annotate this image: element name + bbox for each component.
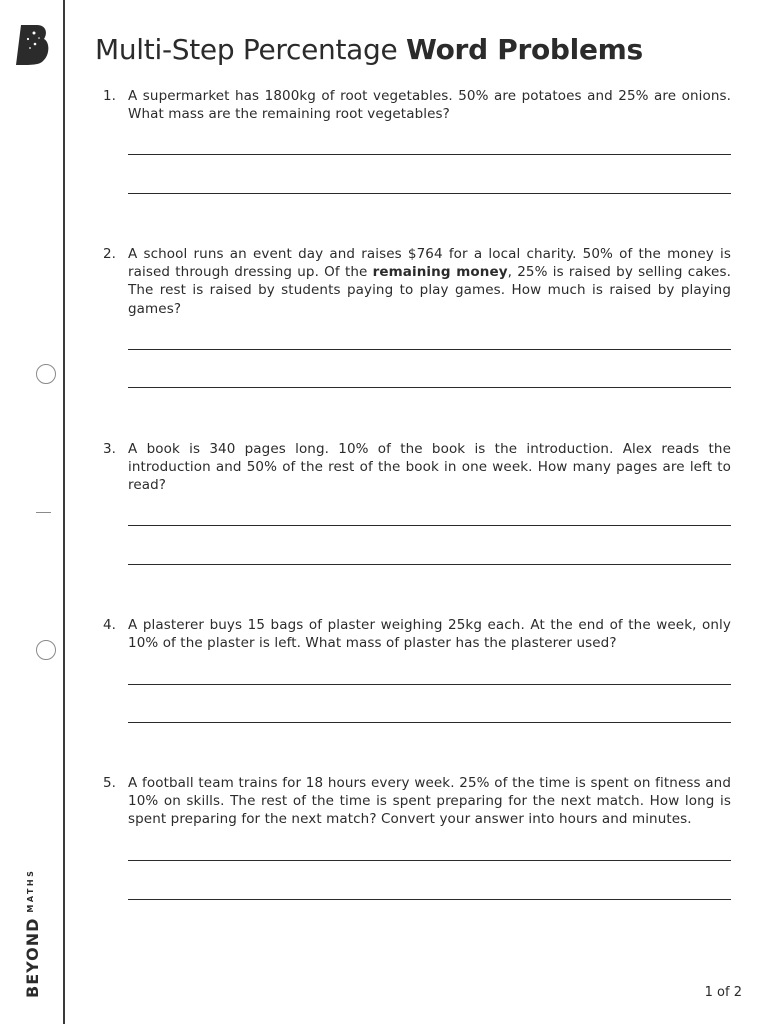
question-4 [103, 616, 731, 652]
question-number: 2. [103, 246, 116, 262]
question-number: 5. [103, 775, 116, 791]
question-text: A plasterer buys 15 bags of plaster weighing 25kg each. At the end of the week, only 10% of the plaster is left. What mass of plaster has the plasterer used? [128, 617, 731, 652]
question-2 [103, 245, 731, 318]
question-text: A supermarket has 1800kg of root vegetables. 50% are potatoes and 25% are onions. What mass are the remaining root vegetables? [128, 88, 731, 123]
question-5 [103, 774, 731, 829]
answer-line[interactable] [128, 349, 731, 350]
emphasis-remaining-money: remaining money [372, 264, 508, 281]
question-text: A football team trains for 18 hours every week. 25% of the time is spent on fitness and 10% on skills. The rest of the time is spent preparing for the next match. How long is spent preparing for the next match? Convert your answer into hours and minutes. [128, 775, 731, 828]
binder-hole-icon [36, 364, 56, 384]
answer-line[interactable] [128, 193, 731, 194]
fold-mark [36, 512, 51, 513]
question-text: A school runs an event day and raises $764 for a local charity. 50% of the money is raised through dressing up. Of the remaining money, 25% is raised by selling cakes. The rest is raised by students paying to play games. How much is raised by playing games? [128, 246, 731, 317]
answer-line[interactable] [128, 860, 731, 861]
question-1 [103, 87, 731, 123]
answer-line[interactable] [128, 387, 731, 388]
answer-line[interactable] [128, 684, 731, 685]
question-number: 1. [103, 88, 116, 104]
brand-wordmark [23, 869, 42, 998]
answer-line[interactable] [128, 564, 731, 565]
answer-line[interactable] [128, 722, 731, 723]
question-3 [103, 440, 731, 495]
page-title [95, 33, 643, 66]
answer-line[interactable] [128, 154, 731, 155]
question-number: 3. [103, 441, 116, 457]
binder-hole-icon [36, 640, 56, 660]
title-light: Multi-Step Percentage [95, 33, 398, 66]
margin-line [63, 0, 65, 1024]
page-indicator: 1 of 2 [704, 985, 742, 1000]
title-bold: Word Problems [406, 33, 643, 66]
answer-line[interactable] [128, 899, 731, 900]
beyond-logo-icon [15, 24, 51, 66]
brand-name: BEYOND [23, 917, 42, 998]
question-number: 4. [103, 617, 116, 633]
question-text: A book is 340 pages long. 10% of the book is the introduction. Alex reads the introduction and 50% of the rest of the book in one week. How many pages are left to read? [128, 441, 731, 494]
brand-tagline: MATHS [26, 868, 35, 913]
answer-line[interactable] [128, 525, 731, 526]
